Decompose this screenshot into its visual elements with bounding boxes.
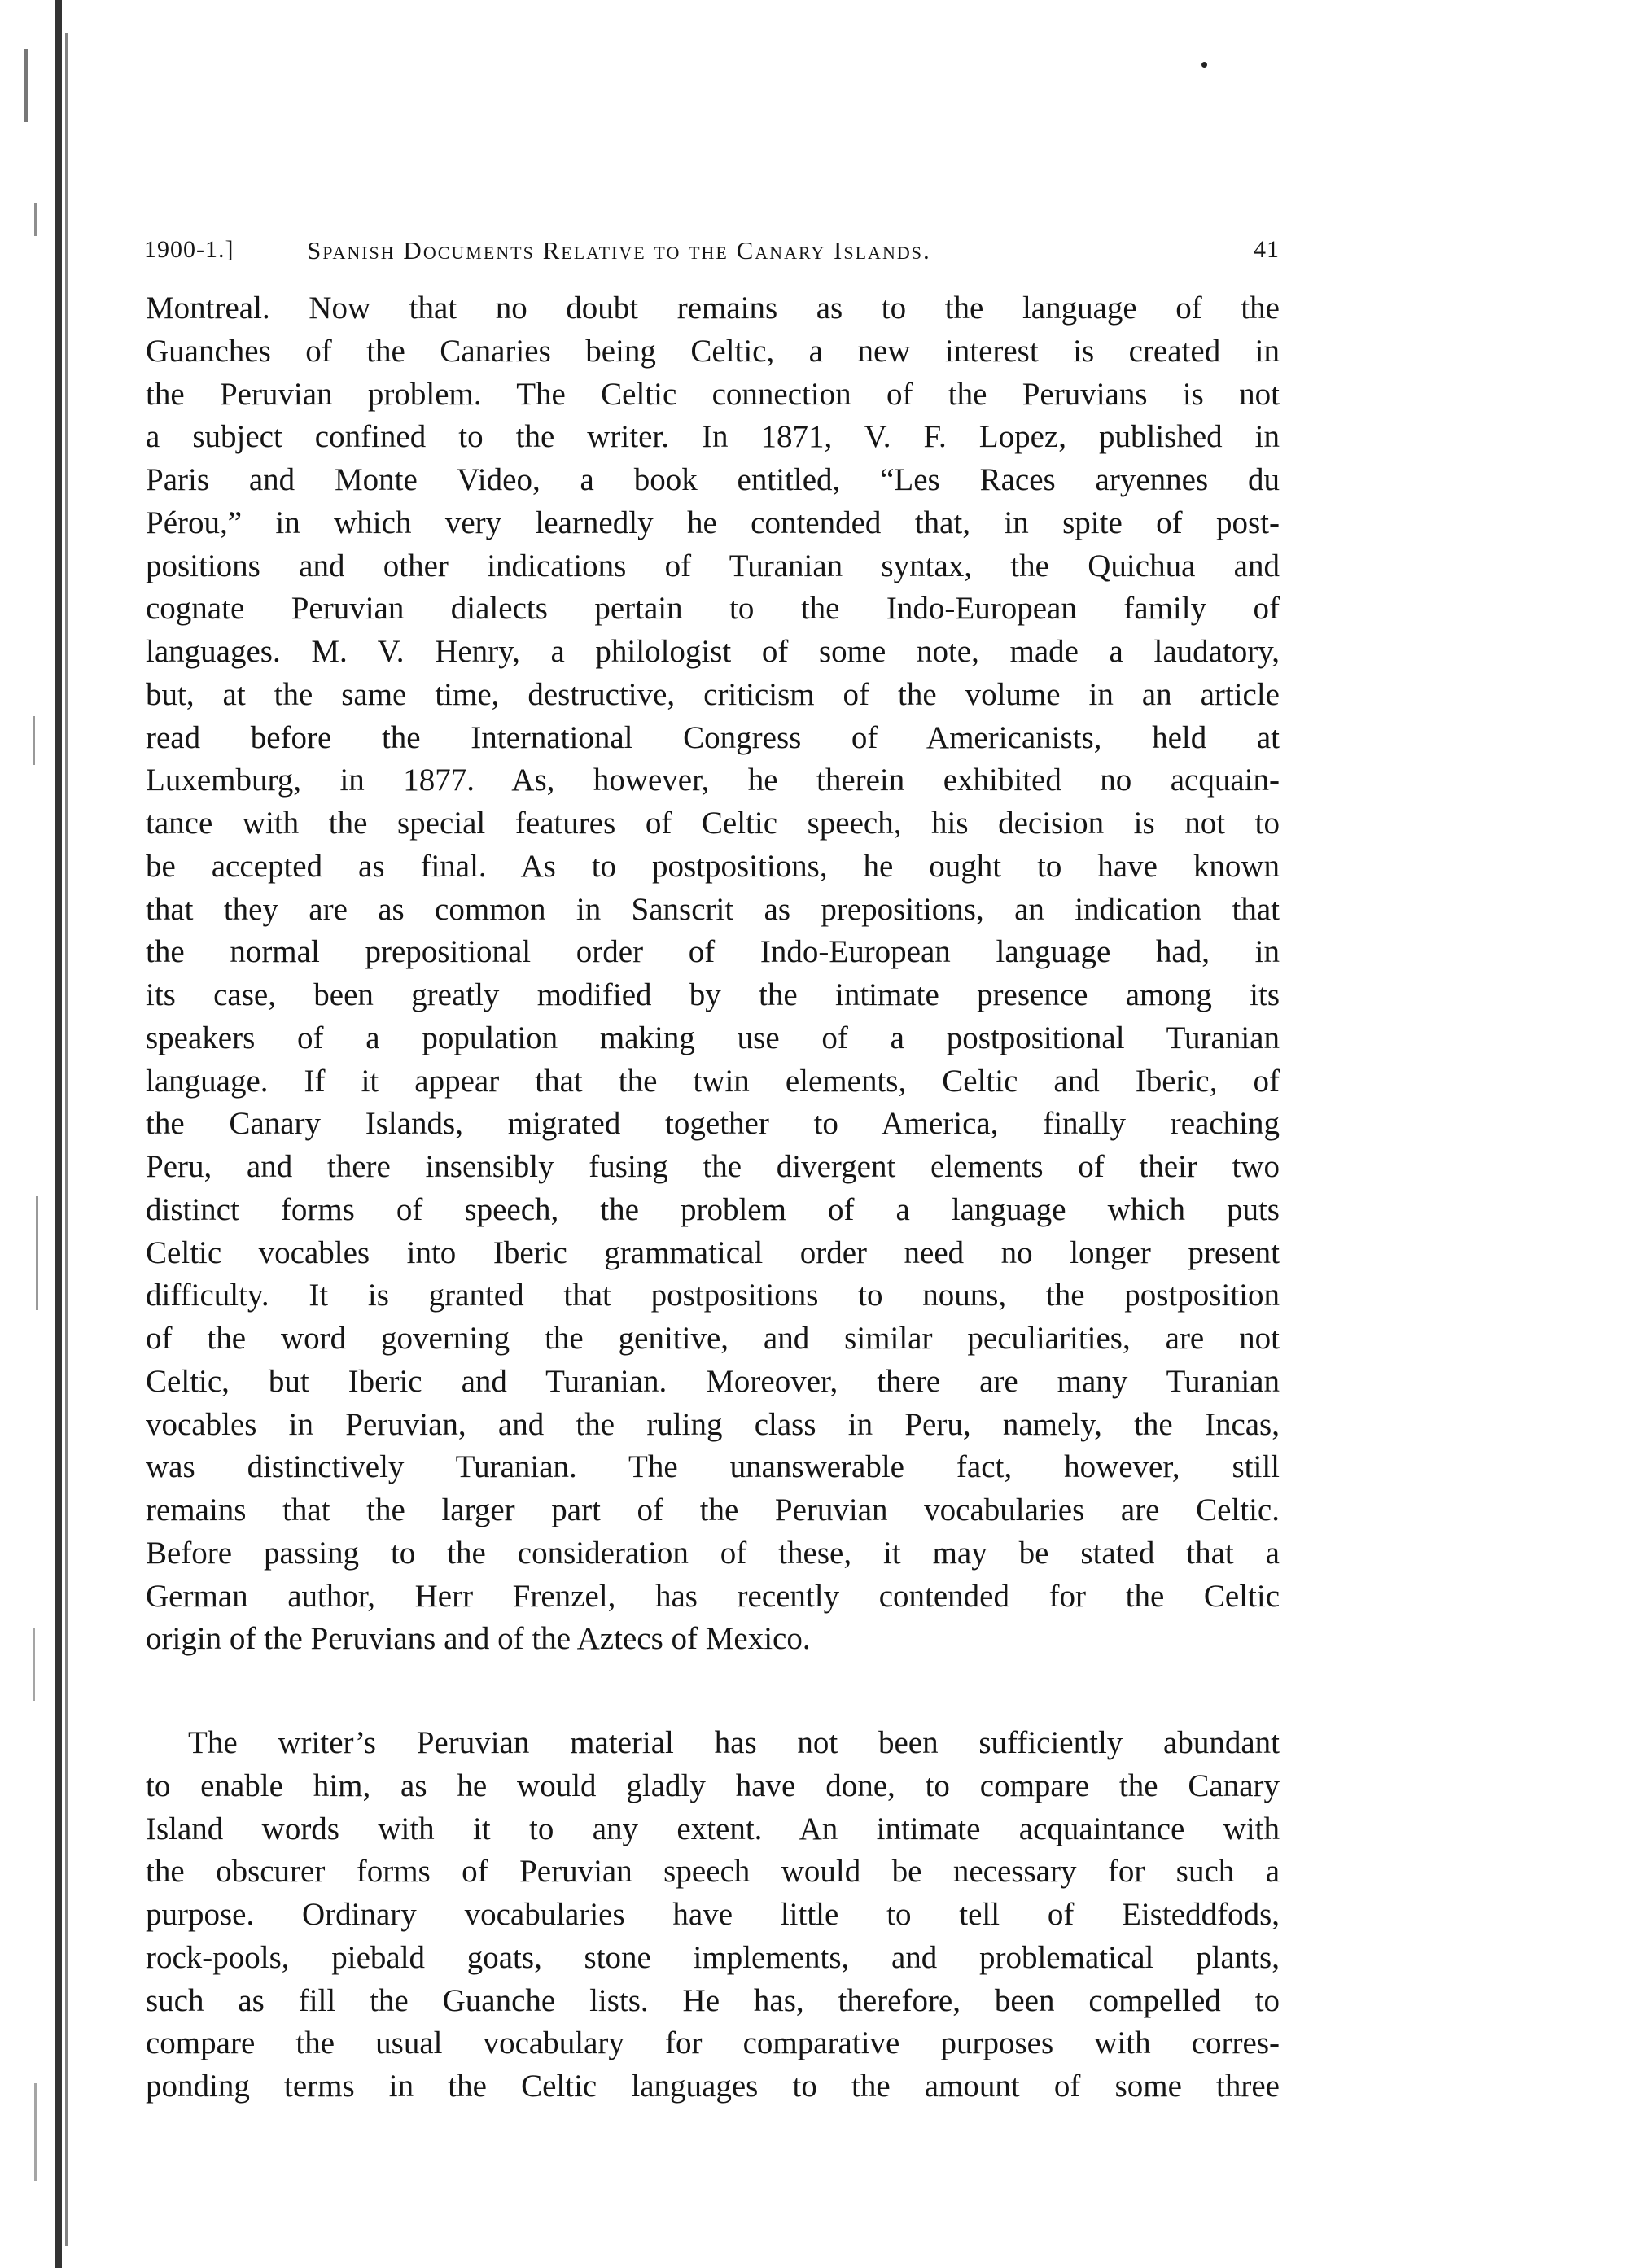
text-line: Pérou,” in which very learnedly he contended that, in spite of post- — [146, 505, 1280, 540]
text-line: the Canary Islands, migrated together to America, finally reaching — [146, 1106, 1280, 1142]
text-line: Montreal. Now that no doubt remains as to the language of the — [146, 291, 1280, 326]
text-line: but, at the same time, destructive, criticism of the volume in an article — [146, 676, 1280, 712]
text-line: Peru, and there insensibly fusing the divergent elements of their two — [146, 1149, 1280, 1184]
text-line: origin of the Peruvians and of the Aztecs of Mexico. — [146, 1621, 811, 1657]
text-line: Luxemburg, in 1877. As, however, he therein exhibited no acquain- — [146, 763, 1280, 798]
binding-tick-left-1 — [34, 203, 37, 236]
text-line: tance with the special features of Celtic speech, his decision is not to — [146, 806, 1280, 841]
paragraph-2 — [146, 1722, 1280, 2108]
binding-edge — [0, 0, 122, 2268]
text-line: a subject confined to the writer. In 1871, V. F. Lopez, published in — [146, 419, 1280, 455]
running-title: Spanish Documents Relative to the Canary Islands. — [307, 236, 931, 264]
body-text — [146, 287, 1280, 2108]
text-line: Before passing to the consideration of these, it may be stated that a — [146, 1535, 1280, 1571]
text-line: to enable him, as he would gladly have done, to compare the Canary — [146, 1768, 1280, 1803]
text-line: the Peruvian problem. The Celtic connection of the Peruvians is not — [146, 376, 1280, 412]
text-line: vocables in Peruvian, and the ruling class in Peru, namely, the Incas, — [146, 1406, 1280, 1442]
text-line: difficulty. It is granted that postpositions to nouns, the postposition — [146, 1278, 1280, 1313]
text-line: remains that the larger part of the Peruvian vocabularies are Celtic. — [146, 1492, 1280, 1527]
text-line: compare the usual vocabulary for comparative purposes with corres- — [146, 2025, 1280, 2061]
binding-tick-top — [24, 49, 28, 122]
binding-rule-outer — [55, 0, 62, 2268]
text-line: the normal prepositional order of Indo-European language had, in — [146, 934, 1280, 970]
text-line: Celtic, but Iberic and Turanian. Moreover, there are many Turanian — [146, 1363, 1280, 1399]
text-line: of the word governing the genitive, and similar peculiarities, are not — [146, 1321, 1280, 1356]
dust-speck — [1201, 62, 1207, 68]
binding-tick-left-3 — [36, 1196, 38, 1310]
paragraph-1 — [146, 287, 1280, 1661]
text-line: Paris and Monte Video, a book entitled, “Les Races aryennes du — [146, 462, 1280, 497]
text-line: cognate Peruvian dialects pertain to the Indo-European family of — [146, 591, 1280, 627]
binding-rule-inner — [65, 33, 68, 2246]
text-line: its case, been greatly modified by the intimate presence among its — [146, 977, 1280, 1012]
text-line: The writer’s Peruvian material has not been sufficiently abundant — [188, 1725, 1280, 1760]
text-line: German author, Herr Frenzel, has recently contended for the Celtic — [146, 1578, 1280, 1614]
text-line: positions and other indications of Turanian syntax, the Quichua and — [146, 548, 1280, 583]
running-head — [144, 233, 1280, 273]
text-line: Guanches of the Canaries being Celtic, a new interest is created in — [146, 333, 1280, 369]
text-line: purpose. Ordinary vocabularies have little to tell of Eisteddfods, — [146, 1897, 1280, 1932]
text-line: the obscurer forms of Peruvian speech would be necessary for such a — [146, 1854, 1280, 1890]
text-line: languages. M. V. Henry, a philologist of some note, made a laudatory, — [146, 634, 1280, 669]
text-line: rock-pools, piebald goats, stone implements, and problematical plants, — [146, 1939, 1280, 1975]
text-line: ponding terms in the Celtic languages to the amount of some three — [146, 2069, 1280, 2104]
text-line: such as fill the Guanche lists. He has, therefore, been compelled to — [146, 1982, 1280, 2018]
text-line: Celtic vocables into Iberic grammatical order need no longer present — [146, 1235, 1280, 1270]
page-number: 41 — [1254, 236, 1280, 263]
text-line: that they are as common in Sanscrit as prepositions, an indication that — [146, 891, 1280, 927]
text-line: Island words with it to any extent. An intimate acquaintance with — [146, 1811, 1280, 1846]
paragraph-gap — [146, 1661, 1280, 1722]
volume-year: 1900-1.] — [144, 236, 234, 263]
text-line: language. If it appear that the twin elements, Celtic and Iberic, of — [146, 1063, 1280, 1099]
text-line: speakers of a population making use of a postpositional Turanian — [146, 1020, 1280, 1055]
binding-tick-left-2 — [33, 716, 35, 765]
text-line: read before the International Congress of Americanists, held at — [146, 719, 1280, 755]
text-line: was distinctively Turanian. The unanswerable fact, however, still — [146, 1449, 1280, 1485]
text-line: distinct forms of speech, the problem of a language which puts — [146, 1191, 1280, 1227]
binding-tick-left-5 — [34, 2083, 37, 2181]
text-line: be accepted as final. As to postpositions, he ought to have known — [146, 848, 1280, 884]
binding-tick-left-4 — [33, 1628, 35, 1701]
